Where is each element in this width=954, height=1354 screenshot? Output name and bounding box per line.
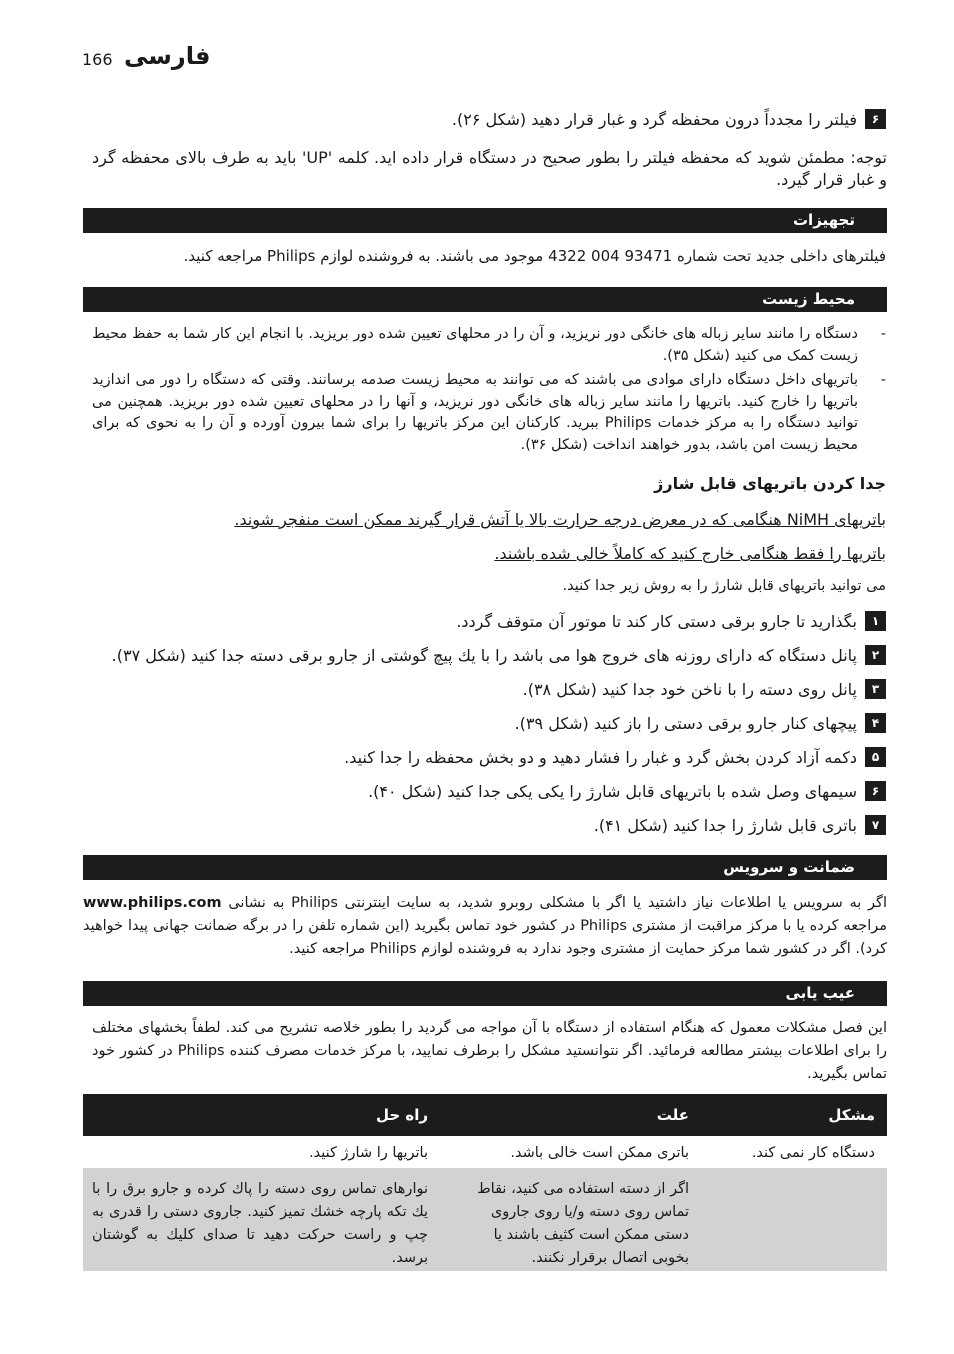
accessories-text: فیلترهای داخلی جدید تحت شماره 93471 004 4322 موجود می باشند. به فروشنده لوازم Philips مراجعه کنید. [183,247,886,265]
page-number: 166 [82,50,113,69]
step-number: ۶ [865,781,886,801]
removal-step-7 [594,814,886,836]
troubleshooting-table-header [83,1094,887,1136]
environment-bullet-1 [92,324,886,367]
cell-cause: اگر از دسته استفاده می کنید، نقاط تماس روی دسته و/یا روی جاروی دستی ممکن است کثیف باشند یا بخوبی اتصال برقرار نکنند. [477,1181,689,1266]
removal-step-1 [456,610,886,632]
step-number: ۳ [865,679,886,699]
bullet-text: باتریهای داخل دستگاه دارای موادی می باشند که می توانند به محیط زیست صدمه برسانند. وقتی که دستگاه را دور می اندازید باتریها را خارج کنید. باتریها را مانند سایر زباله های خانگی دور نریزید، و آنها را در محلهای تعیین شده دور بریزید. همچنین می توانید دستگاه را به مرکز خدمات Philips ببرید. کارکنان این مرکز باتریها را برای شما بیرون آورده و آن را به نحوی که برای محیط زیست امن باشد، بدور خواهند انداخت (شکل ۳۶). [92,372,858,453]
header-cause: علت [656,1106,689,1124]
header-problem: مشکل [828,1106,875,1124]
page-language-title: فارسی [124,42,211,70]
step-text: پیچهای کنار جارو برقی دستی را باز کنید (شکل ۳۹). [514,713,857,733]
step-number: ۷ [865,815,886,835]
step-text: دکمه آزاد کردن بخش گرد و غبار را فشار دهید و دو بخش محفظه را جدا کنید. [344,747,857,767]
step-number: ۱ [865,611,886,631]
step-text: باتری قابل شارژ را جدا کنید (شکل ۴۱). [593,815,857,835]
warranty-text-before: اگر به سرویس یا اطلاعات نیاز داشتید یا اگر با مشکلی روبرو شدید، به سایت اینترنتی Philips به نشانی [228,895,887,911]
removal-step-3 [523,678,886,700]
bullet-text: دستگاه را مانند سایر زباله های خانگی دور نریزید، و آن را در محلهای تعیین شده دور بریزید. با انجام این کار شما به حفظ محیط زیست کمک می کنید (شکل ۳۵). [92,326,858,364]
table-row [83,1136,887,1168]
step-text: پانل دستگاه که دارای روزنه های خروج هوا می باشد را با یك پیچ گوشتی از جارو برقی دسته جدا کنید (شکل ۳۷). [111,645,857,665]
step-number: ۶ [865,109,886,129]
cell-problem: دستگاه کار نمی کند. [751,1145,875,1161]
step-number: ۴ [865,713,886,733]
philips-website-link[interactable]: www.philips.com [83,895,222,911]
warranty-paragraph [83,892,887,961]
subheading-remove-batteries: جدا کردن باتریهای قابل شارژ [654,474,886,493]
removal-step-4 [515,712,886,734]
step-text: فیلتر را مجدداً درون محفظه گرد و غبار قرار دهید (شکل ۲۶). [451,109,857,129]
step-text: سیمهای وصل شده با باتریهای قابل شارژ را یکی یکی جدا کنید (شکل ۴۰). [368,781,857,801]
removal-intro: می توانید باتریهای قابل شارژ را به روش زیر جدا کنید. [562,578,886,594]
step-text: بگذارید تا جارو برقی دستی کار کند تا موتور آن متوقف گردد. [456,611,857,631]
table-row [83,1168,887,1271]
step-text: پانل روی دسته را با ناخن خود جدا کنید (شکل ۳۸). [522,679,857,699]
step-number: ۲ [865,645,886,665]
removal-step-2 [112,644,886,666]
cell-solution: نوارهای تماس روی دسته را پاك کرده و جارو برق را با یك تکه پارچه خشك تمیز کنید. جاروی دستی را قدری به چپ و راست حرکت دهید تا صدای کلیك به گوشتان برسد. [92,1181,428,1266]
section-bar-troubleshooting: عیب یابی [83,981,887,1006]
step-6-filter [452,108,886,130]
warranty-text-after: مراجعه کرده یا با مرکز مراقبت از مشتری Philips در کشور خود تماس بگیرید (این شماره تلفن را در برگه ضمانت جهانی پیدا خواهید کرد). اگر در کشور شما مرکز حمایت از مشتری وجود ندارد به فروشنده لوازم Philips مراجعه کنید. [83,918,887,957]
bullet-dash: - [880,372,886,388]
warning-nimh: باتریهای NiMH هنگامی که در معرض درجه حرارت بالا یا آتش قرار گیرند ممکن است منفجر شوند. [234,510,886,529]
removal-step-5 [344,746,886,768]
section-bar-environment: محیط زیست [83,287,887,312]
troubleshooting-intro: این فصل مشکلات معمول که هنگام استفاده از دستگاه با آن مواجه می گردید را بطور خلاصه تشریح می کند. لطفاً بخشهای مختلف را برای اطلاعات بیشتر مطالعه فرمائید. اگر نتوانستید مشکل را برطرف نمایید، با مرکز خدمات مصرف کننده Philips در کشور خود تماس بگیرید. [92,1020,888,1082]
removal-step-6 [368,780,886,802]
bullet-dash: - [880,326,886,342]
step-number: ۵ [865,747,886,767]
section-bar-accessories: تجهیزات [83,208,887,233]
cell-cause: باتری ممکن است خالی باشد. [510,1145,689,1161]
environment-bullet-2 [92,370,886,456]
warning-empty-batteries: باتریها را فقط هنگامی خارج کنید که کاملاً خالی شده باشند. [494,544,886,563]
header-solution: راه حل [375,1106,428,1124]
section-bar-warranty: ضمانت و سرویس [83,855,887,880]
note-paragraph: توجه: مطمئن شوید که محفظه فیلتر را بطور صحیح در دستگاه قرار داده اید. کلمه 'UP' باید به طرف بالای محفظه گرد و غبار قرار گیرد. [92,148,888,189]
cell-solution: باتریها را شارژ کنید. [309,1145,428,1161]
